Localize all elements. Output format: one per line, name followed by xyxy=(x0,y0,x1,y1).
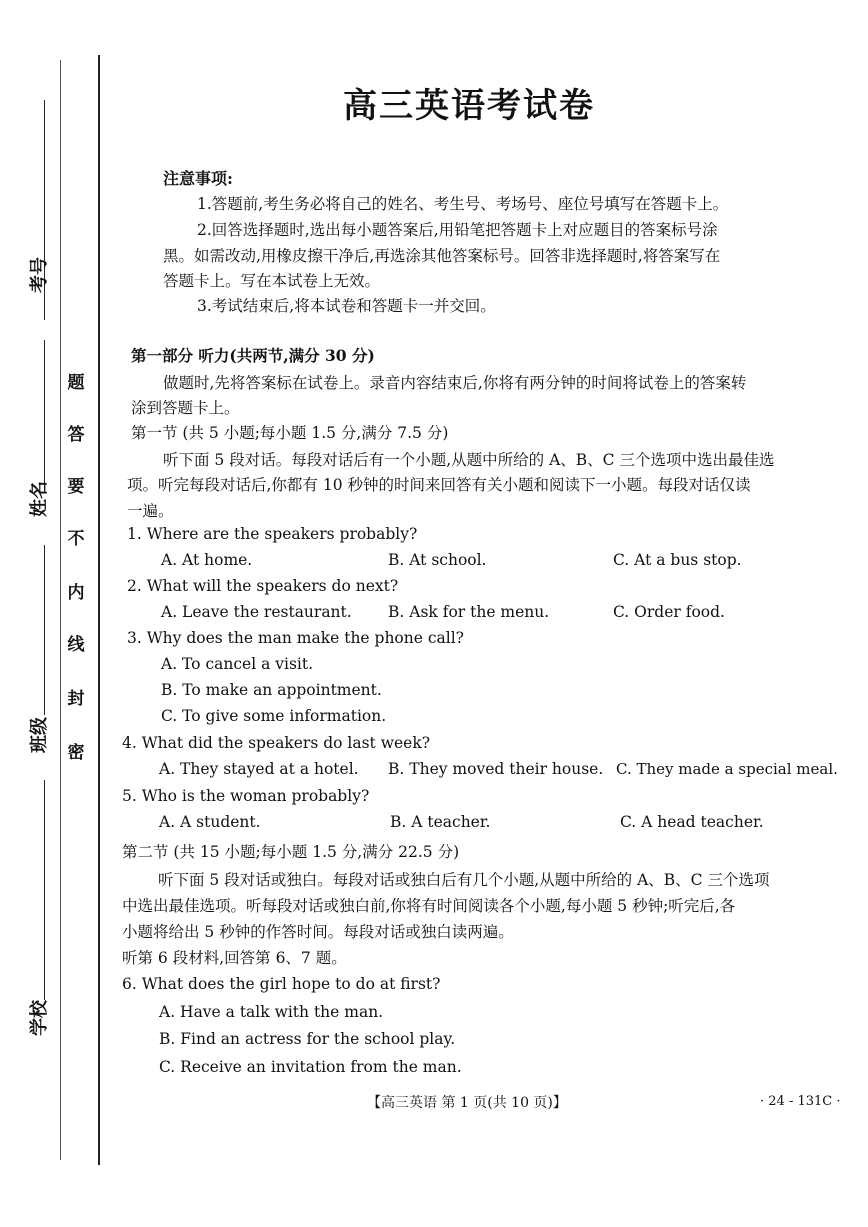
seal-char: 封 xyxy=(67,689,85,709)
school-underline xyxy=(44,780,45,1000)
name-underline xyxy=(44,340,45,490)
question-4-option-c: C. They made a special meal. xyxy=(616,760,838,778)
section2-heading: 第二节 (共 15 小题;每小题 1.5 分,满分 22.5 分) xyxy=(122,843,460,861)
question-2-stem: 2. What will the speakers do next? xyxy=(127,577,399,595)
seal-char: 题 xyxy=(67,373,85,393)
question-1-option-a: A. At home. xyxy=(161,551,253,569)
question-6-stem: 6. What does the girl hope to do at first? xyxy=(122,975,441,993)
question-2-option-b: B. Ask for the menu. xyxy=(388,603,550,621)
section2-intro: 听下面 5 段对话或独白。每段对话或独白后有几个小题,从题中所给的 A、B、C 三个选项 xyxy=(158,871,770,889)
exam-number-label: 考号 xyxy=(29,257,50,293)
class-label: 班级 xyxy=(29,717,50,753)
question-4-stem: 4. What did the speakers do last week? xyxy=(122,734,431,752)
part1-intro: 做题时,先将答案标在试卷上。录音内容结束后,你将有两分钟的时间将试卷上的答案转 xyxy=(163,374,747,392)
footer-paper-code: · 24 - 131C · xyxy=(760,1094,841,1109)
question-6-option-c: C. Receive an invitation from the man. xyxy=(159,1058,462,1076)
notice-item-1: 1.答题前,考生务必将自己的姓名、考生号、考场号、座位号填写在答题卡上。 xyxy=(197,195,729,213)
seal-char: 线 xyxy=(67,635,85,655)
notice-item-2: 2.回答选择题时,选出每小题答案后,用铅笔把答题卡上对应题目的答案标号涂 xyxy=(197,221,718,239)
notice-heading: 注意事项: xyxy=(163,169,233,188)
question-3-option-a: A. To cancel a visit. xyxy=(161,655,314,673)
question-3-option-b: B. To make an appointment. xyxy=(161,681,382,699)
question-1-option-b: B. At school. xyxy=(388,551,487,569)
seal-char: 答 xyxy=(67,425,85,445)
school-label: 学校 xyxy=(29,1000,50,1036)
question-1-stem: 1. Where are the speakers probably? xyxy=(127,525,418,543)
binding-line-inner xyxy=(60,60,61,1160)
part1-intro-cont: 涂到答题卡上。 xyxy=(131,399,240,417)
section1-intro-cont: 一遍。 xyxy=(127,502,174,520)
seal-char: 要 xyxy=(67,477,85,497)
question-5-option-b: B. A teacher. xyxy=(390,813,491,831)
question-4-option-b: B. They moved their house. xyxy=(388,760,604,778)
footer-page-number: 【高三英语 第 1 页(共 10 页)】 xyxy=(367,1095,567,1111)
question-2-option-c: C. Order food. xyxy=(613,603,725,621)
question-3-option-c: C. To give some information. xyxy=(161,707,387,725)
section1-intro-cont: 项。听完每段对话后,你都有 10 秒钟的时间来回答有关小题和阅读下一小题。每段对话仅读 xyxy=(127,476,751,494)
section1-intro: 听下面 5 段对话。每段对话后有一个小题,从题中所给的 A、B、C 三个选项中选出最佳选 xyxy=(163,451,775,469)
material-6-instruction: 听第 6 段材料,回答第 6、7 题。 xyxy=(122,949,347,967)
question-5-stem: 5. Who is the woman probably? xyxy=(122,787,370,805)
class-underline xyxy=(44,545,45,715)
question-2-option-a: A. Leave the restaurant. xyxy=(161,603,352,621)
question-6-option-b: B. Find an actress for the school play. xyxy=(159,1030,456,1048)
seal-char: 密 xyxy=(67,743,85,763)
question-3-stem: 3. Why does the man make the phone call? xyxy=(127,629,464,647)
page-title: 高三英语考试卷 xyxy=(343,86,595,126)
question-4-option-a: A. They stayed at a hotel. xyxy=(159,760,359,778)
seal-char: 内 xyxy=(67,583,85,603)
question-5-option-a: A. A student. xyxy=(159,813,261,831)
section2-intro-cont: 中选出最佳选项。听每段对话或独白前,你将有时间阅读各个小题,每小题 5 秒钟;听完后,各 xyxy=(122,897,736,915)
seal-char: 不 xyxy=(67,529,85,549)
question-6-option-a: A. Have a talk with the man. xyxy=(159,1003,384,1021)
section2-intro-cont: 小题将给出 5 秒钟的作答时间。每段对话或独白读两遍。 xyxy=(122,923,514,941)
notice-item-3: 3.考试结束后,将本试卷和答题卡一并交回。 xyxy=(197,297,496,315)
question-1-option-c: C. At a bus stop. xyxy=(613,551,742,569)
notice-item-2-cont: 黑。如需改动,用橡皮擦干净后,再选涂其他答案标号。回答非选择题时,将答案写在 xyxy=(163,247,721,265)
question-5-option-c: C. A head teacher. xyxy=(620,813,764,831)
section1-heading: 第一节 (共 5 小题;每小题 1.5 分,满分 7.5 分) xyxy=(131,424,449,442)
binding-line-outer xyxy=(98,55,100,1165)
part1-heading: 第一部分 听力(共两节,满分 30 分) xyxy=(131,346,375,365)
notice-item-2-cont: 答题卡上。写在本试卷上无效。 xyxy=(163,272,381,290)
name-label: 姓名 xyxy=(29,481,50,517)
